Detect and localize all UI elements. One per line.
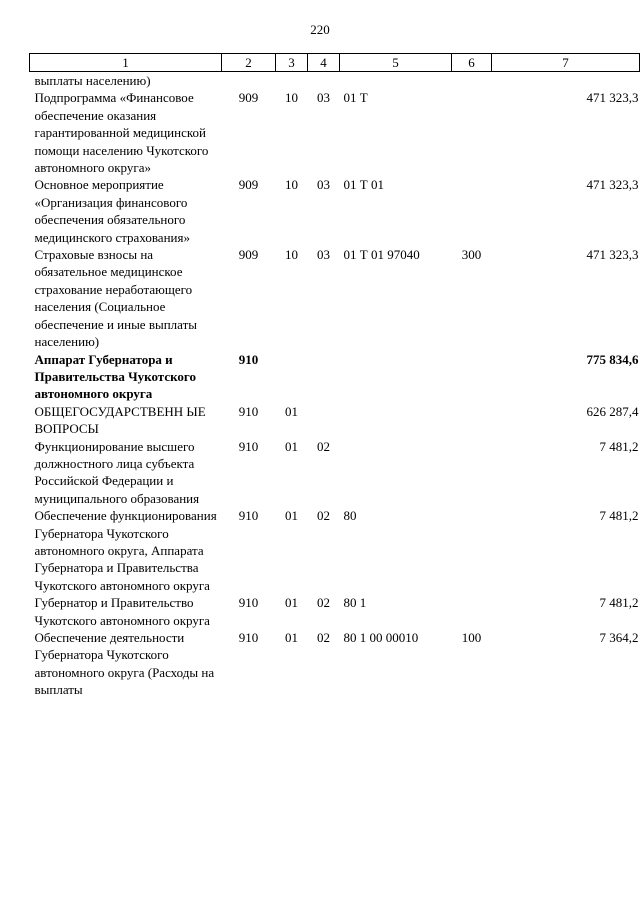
subsection-code-cell [308, 351, 340, 403]
table-row [30, 72, 640, 90]
table-row [30, 507, 640, 594]
ministry-code-cell: 910 [238, 630, 259, 645]
target-article-cell: 01 Т 01 97040 [343, 247, 420, 263]
row-name-cell: Аппарат Губернатора и Правительства Чукотского автономного округа [34, 351, 197, 402]
table-row [30, 629, 640, 699]
subsection-code-cell: 03 [317, 90, 330, 106]
subsection-code-cell [308, 403, 340, 438]
expense-type-cell [452, 89, 492, 176]
column-header: 3 [276, 54, 308, 72]
section-code-cell: 01 [285, 438, 298, 454]
row-name-cell: Страховые взносы на обязательное медицинское страхование неработающего населения (Социальное обеспечение и иные выплаты населению) [34, 247, 197, 350]
column-header: 1 [30, 54, 222, 72]
section-code-cell: 01 [285, 508, 298, 524]
subsection-code-cell: 02 [317, 438, 330, 454]
row-name-cell: выплаты населению) [34, 73, 151, 88]
subsection-code-cell: 02 [317, 508, 330, 524]
target-article-cell [340, 72, 452, 90]
expense-type-cell [452, 351, 492, 403]
budget-table [29, 53, 640, 699]
ministry-code-cell [222, 72, 276, 90]
table-row [30, 246, 640, 350]
ministry-code-cell: 910 [238, 508, 259, 524]
table-row [30, 351, 640, 403]
amount-cell: 7 481,2 [599, 508, 639, 524]
row-name-cell: ОБЩЕГОСУДАРСТВЕНН ЫЕ ВОПРОСЫ [34, 403, 206, 437]
column-header: 6 [452, 54, 492, 72]
table-row [30, 403, 640, 438]
row-name-cell: Основное мероприятие «Организация финансового обеспечения обязательного медицинского страхования» [34, 177, 190, 245]
expense-type-cell [452, 176, 492, 246]
ministry-code-cell: 909 [238, 247, 259, 263]
amount-cell: 471 323,3 [586, 177, 639, 193]
target-article-cell: 80 1 00 00010 [343, 630, 419, 645]
amount-cell: 775 834,6 [586, 351, 639, 367]
row-name-cell: Подпрограмма «Финансовое обеспечение оказания гарантированной медицинской помощи населению Чукотского автономного округа» [34, 90, 209, 176]
amount-cell: 471 323,3 [586, 90, 639, 106]
column-header: 5 [340, 54, 452, 72]
row-name-cell: Функционирование высшего должностного лица субъекта Российской Федерации и муниципального образования [34, 438, 200, 506]
row-name-cell: Обеспечение деятельности Губернатора Чукотского автономного округа (Расходы на выплаты [34, 630, 215, 698]
expense-type-cell: 300 [461, 247, 482, 263]
target-article-cell: 80 [343, 508, 357, 524]
subsection-code-cell: 03 [317, 247, 330, 263]
expense-type-cell [452, 507, 492, 594]
amount-cell: 7 481,2 [599, 438, 639, 454]
target-article-cell: 01 Т [343, 90, 368, 106]
row-name-cell: Обеспечение функционирования Губернатора Чукотского автономного округа, Аппарата Губернатора и Правительства Чукотского автономного округа [34, 508, 217, 593]
section-code-cell: 10 [285, 247, 298, 263]
target-article-cell [340, 438, 452, 508]
table-row [30, 89, 640, 176]
target-article-cell [340, 351, 452, 403]
table-row [30, 176, 640, 246]
amount-cell: 626 287,4 [586, 403, 639, 419]
expense-type-cell [452, 72, 492, 90]
column-header: 4 [308, 54, 340, 72]
row-name-cell: Губернатор и Правительство Чукотского автономного округа [34, 595, 210, 628]
ministry-code-cell: 910 [238, 595, 259, 611]
amount-cell [492, 72, 640, 90]
amount-cell: 7 481,2 [599, 595, 639, 611]
section-code-cell: 10 [285, 90, 298, 106]
subsection-code-cell: 03 [317, 177, 330, 193]
section-code-cell [276, 72, 308, 90]
ministry-code-cell: 910 [238, 403, 259, 419]
ministry-code-cell: 909 [238, 177, 259, 193]
section-code-cell [276, 351, 308, 403]
column-header: 2 [222, 54, 276, 72]
expense-type-cell [452, 438, 492, 508]
expense-type-cell [452, 403, 492, 438]
table-row [30, 438, 640, 508]
ministry-code-cell: 910 [238, 438, 259, 454]
subsection-code-cell: 02 [317, 630, 330, 645]
target-article-cell [340, 403, 452, 438]
target-article-cell: 80 1 [343, 595, 367, 611]
ministry-code-cell: 909 [238, 90, 259, 106]
column-header: 7 [492, 54, 640, 72]
expense-type-cell [452, 594, 492, 629]
expense-type-cell: 100 [461, 630, 482, 645]
amount-cell: 471 323,3 [586, 247, 639, 263]
amount-cell: 7 364,2 [599, 630, 639, 645]
subsection-code-cell: 02 [317, 595, 330, 611]
section-code-cell: 01 [285, 403, 298, 419]
target-article-cell: 01 Т 01 [343, 177, 384, 193]
subsection-code-cell [308, 72, 340, 90]
section-code-cell: 01 [285, 595, 298, 611]
page-number: 220 [310, 22, 330, 37]
section-code-cell: 01 [285, 630, 298, 645]
table-row [30, 594, 640, 629]
section-code-cell: 10 [285, 177, 298, 193]
column-number-header [30, 54, 640, 72]
ministry-code-cell: 910 [238, 351, 259, 367]
